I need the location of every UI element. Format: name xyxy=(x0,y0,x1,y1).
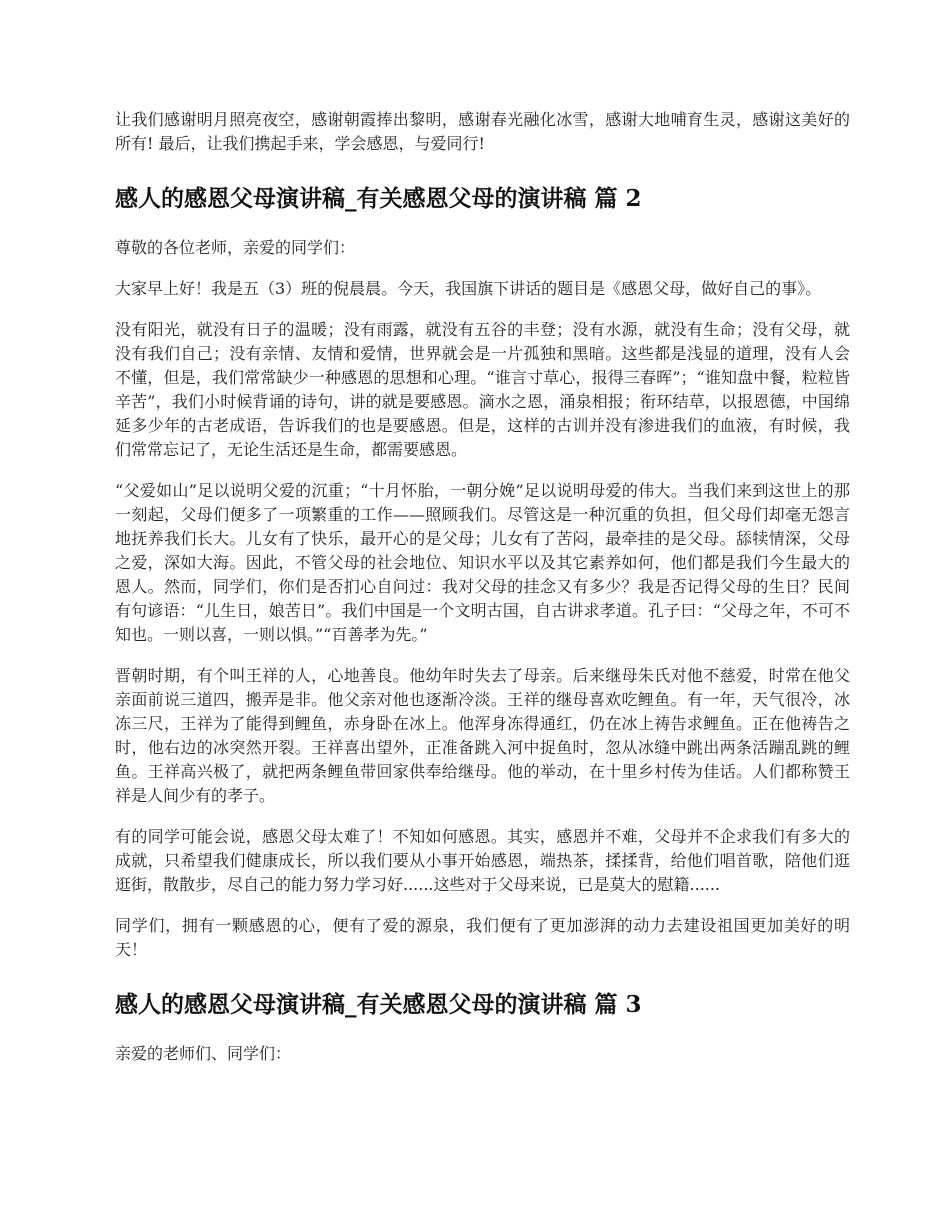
story-paragraph: 晋朝时期，有个叫王祥的人，心地善良。他幼年时失去了母亲。后来继母朱氏对他不慈爱，时常在他父亲面前说三道四，搬弄是非。他父亲对他也逐渐冷淡。王祥的继母喜欢吃鲤鱼。有一年，天气很冷，冰冻三尺，王祥为了能得到鲤鱼，赤身卧在冰上。他浑身冻得通红，仍在冰上祷告求鲤鱼。正在他祷告之时，他右边的冰突然开裂。王祥喜出望外，正准备跳入河中捉鱼时，忽从冰缝中跳出两条活蹦乱跳的鲤鱼。王祥高兴极了，就把两条鲤鱼带回家供奉给继母。他的举动，在十里乡村传为佳话。人们都称赞王祥是人间少有的孝子。 xyxy=(115,666,850,805)
closing-paragraph: 同学们，拥有一颗感恩的心，便有了爱的源泉，我们便有了更加澎湃的动力去建设祖国更加美好的明天！ xyxy=(115,916,850,959)
body-paragraph: 有的同学可能会说，感恩父母太难了！不知如何感恩。其实，感恩并不难，父母并不企求我们有多大的成就，只希望我们健康成长，所以我们要从小事开始感恩，端热茶，揉揉背，给他们唱首歌，陪他们逛逛街，散散步，尽自己的能力努力学习好......这些对于父母来说，已是莫大的慰籍...... xyxy=(115,827,850,894)
salutation-paragraph: 尊敬的各位老师，亲爱的同学们： xyxy=(115,238,356,257)
salutation-paragraph: 亲爱的老师们、同学们： xyxy=(115,1044,292,1063)
document-page xyxy=(115,108,850,1083)
section-3-heading: 感人的感恩父母演讲稿_有关感恩父母的演讲稿 篇 3 xyxy=(115,991,642,1018)
section-2-heading: 感人的感恩父母演讲稿_有关感恩父母的演讲稿 篇 2 xyxy=(115,185,642,212)
body-paragraph: “父爱如山”足以说明父爱的沉重；“十月怀胎，一朝分娩”足以说明母爱的伟大。当我们来到这世上的那一刻起，父母们便多了一项繁重的工作——照顾我们。尽管这是一种沉重的负担，但父母们却毫无怨言地抚养我们长大。儿女有了快乐，最开心的是父母；儿女有了苦闷，最牵挂的是父母。舔犊情深，父母之爱，深如大海。因此，不管父母的社会地位、知识水平以及其它素养如何，他们都是我们今生最大的恩人。然而，同学们，你们是否扪心自问过：我对父母的挂念又有多少？我是否记得父母的生日？民间有句谚语：“儿生日，娘苦日”。我们中国是一个文明古国，自古讲求孝道。孔子曰：“父母之年，不可不知也。一则以喜，一则以惧。”“百善孝为先。” xyxy=(115,481,850,644)
intro-paragraph: 让我们感谢明月照亮夜空，感谢朝霞捧出黎明，感谢春光融化冰雪，感谢大地哺育生灵，感谢这美好的所有! 最后，让我们携起手来，学会感恩，与爱同行! xyxy=(115,110,850,153)
greeting-paragraph: 大家早上好！我是五（3）班的倪晨晨。今天，我国旗下讲话的题目是《感恩父母，做好自己的事》。 xyxy=(115,279,822,298)
body-paragraph: 没有阳光，就没有日子的温暖；没有雨露，就没有五谷的丰登；没有水源，就没有生命；没有父母，就没有我们自己；没有亲情、友情和爱情，世界就会是一片孤独和黑暗。这些都是浅显的道理，没有人会不懂，但是，我们常常缺少一种感恩的思想和心理。“谁言寸草心，报得三春晖”；“谁知盘中餐，粒粒皆辛苦”，我们小时候背诵的诗句，讲的就是要感恩。滴水之恩，涌泉相报；衔环结草，以报恩德，中国绵延多少年的古老成语，告诉我们的也是要感恩。但是，这样的古训并没有渗进我们的血液，有时候，我们常常忘记了，无论生活还是生命，都需要感恩。 xyxy=(115,320,850,459)
